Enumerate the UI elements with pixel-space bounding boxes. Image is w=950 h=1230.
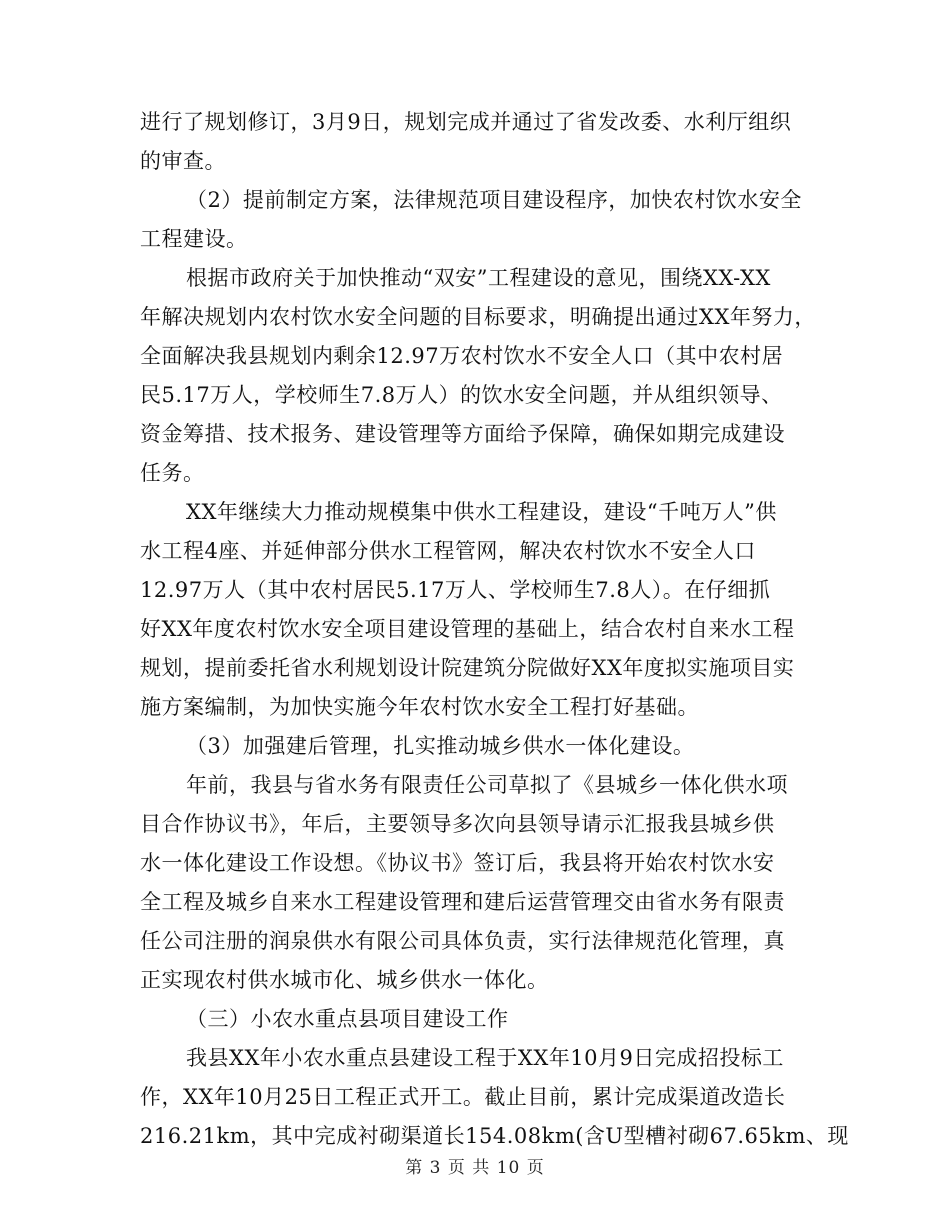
text-line: 全工程及城乡自来水工程建设管理和建后运营管理交由省水务有限责: [140, 890, 785, 914]
text-line: 好XX年度农村饮水安全项目建设管理的基础上，结合农村自来水工程: [140, 617, 795, 641]
text-line: 根据市政府关于加快推动“双安”工程建设的意见，围绕XX-XX: [186, 266, 771, 290]
text-line: 规划，提前委托省水利规划设计院建筑分院做好XX年度拟实施项目实: [140, 656, 795, 680]
text-line: 年前，我县与省水务有限责任公司草拟了《县城乡一体化供水项: [186, 773, 788, 797]
paragraph: [140, 259, 816, 493]
text-line: 的审查。: [140, 149, 226, 173]
text-line: XX年继续大力推动规模集中供水工程建设，建设“千吨万人”供: [186, 500, 777, 524]
paragraph: [140, 1039, 849, 1156]
text-line: 任公司注册的润泉供水有限公司具体负责，实行法律规范化管理，真: [140, 929, 785, 953]
document-body: [140, 103, 849, 1156]
text-line: 正实现农村供水城市化、城乡供水一体化。: [140, 968, 549, 992]
text-line: 我县XX年小农水重点县建设工程于XX年10月9日完成招投标工: [186, 1046, 784, 1070]
text-line: 进行了规划修订，3月9日，规划完成并通过了省发改委、水利厅组织: [140, 110, 792, 134]
paragraph: [140, 493, 810, 727]
text-line: 民5.17万人，学校师生7.8万人）的饮水安全问题，并从组织领导、: [140, 383, 783, 407]
text-line: 216.21km，其中完成衬砌渠道长154.08km(含U型槽衬砌67.65km、现: [140, 1124, 849, 1148]
text-line: 目合作协议书》，年后，主要领导多次向县领导请示汇报我县城乡供: [140, 812, 775, 836]
text-line: 水一体化建设工作设想。《协议书》签订后，我县将开始农村饮水安: [140, 851, 775, 875]
paragraph: [140, 727, 810, 766]
text-line: 施方案编制，为加快实施今年农村饮水安全工程打好基础。: [140, 695, 699, 719]
text-line: 全面解决我县规划内剩余12.97万农村饮水不安全人口（其中农村居: [140, 344, 784, 368]
text-line: 12.97万人（其中农村居民5.17万人、学校师生7.8人）。在仔细抓: [140, 578, 771, 602]
text-line: 任务。: [140, 461, 205, 485]
paragraph: [140, 103, 810, 181]
text-line: 水工程4座、并延伸部分供水工程管网，解决农村饮水不安全人口: [140, 539, 756, 563]
paragraph: [140, 181, 810, 259]
text-line: 作，XX年10月25日工程正式开工。截止目前，累计完成渠道改造长: [140, 1085, 786, 1109]
text-line: （3）加强建后管理，扎实推动城乡供水一体化建设。: [186, 734, 695, 758]
paragraph: [140, 1000, 810, 1039]
text-line: （三）小农水重点县项目建设工作: [186, 1007, 509, 1031]
text-line: 工程建设。: [140, 227, 248, 251]
paragraph: [140, 766, 810, 1000]
page-number-footer: 第 3 页 共 10 页: [405, 1158, 545, 1178]
text-line: 资金筹措、技术报务、建设管理等方面给予保障，确保如期完成建设: [140, 422, 785, 446]
text-line: （2）提前制定方案，法律规范项目建设程序，加快农村饮水安全: [186, 188, 802, 212]
text-line: 年解决规划内农村饮水安全问题的目标要求，明确提出通过XX年努力，: [140, 305, 816, 329]
